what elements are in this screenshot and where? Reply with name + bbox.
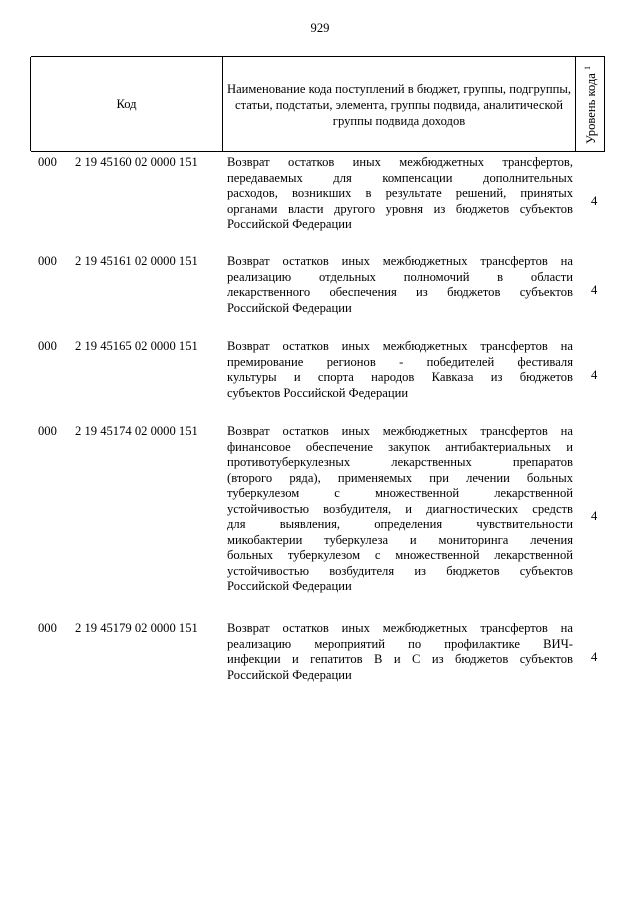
description-line: культуры и спорта народов Кавказа из бюджетов	[227, 370, 573, 384]
description-line: финансовое обеспечение закупок антибактериальных и	[227, 439, 573, 454]
row-level: 4	[591, 650, 598, 665]
description-line: для выявления, определения чувствительности	[227, 517, 573, 531]
header-level-label: Уровень кода $^1$	[582, 65, 598, 144]
description-line: (второго ряда), применяемых при лечении больных	[227, 470, 573, 485]
table-header	[31, 56, 605, 152]
description-line: Возврат остатков иных межбюджетных трансфертов на	[227, 339, 573, 353]
description-line: передаваемых для компенсации дополнительных	[227, 170, 573, 185]
description-line: органами власти другого уровня из бюджетов субъектов	[227, 201, 573, 216]
row-description	[227, 339, 573, 401]
row-group-code: 000	[38, 621, 57, 635]
description-line: расходов, возникших в результате решений, принятых	[227, 186, 573, 200]
description-line: микобактерии туберкулеза и мониторинга лечения	[227, 532, 573, 547]
description-line: реализацию мероприятий по профилактике ВИЧ-	[227, 636, 573, 651]
description-line: противотуберкулезных лекарственных препаратов	[227, 455, 573, 469]
row-group-code: 000	[38, 254, 57, 268]
description-line: туберкулезом с множественной лекарственной	[227, 486, 573, 500]
description-line: Российской Федерации	[227, 667, 352, 682]
row-description	[227, 155, 573, 233]
row-group-code: 000	[38, 155, 57, 169]
row-budget-code: 2 19 45161 02 0000 151	[75, 254, 198, 268]
description-line: Российской Федерации	[227, 300, 352, 315]
row-level: 4	[591, 509, 598, 524]
row-level: 4	[591, 368, 598, 383]
description-line: Возврат остатков иных межбюджетных трансфертов на	[227, 621, 573, 635]
header-level-cell	[576, 57, 605, 152]
row-description	[227, 621, 573, 683]
description-line: устойчивостью возбудителя из бюджетов субъектов	[227, 563, 573, 578]
row-level: 4	[591, 283, 598, 298]
description-line: больных туберкулезом с множественной лекарственной	[227, 548, 573, 562]
description-line: инфекции и гепатитов B и C из бюджетов субъектов	[227, 652, 573, 666]
description-line: Возврат остатков иных межбюджетных трансфертов на	[227, 254, 573, 268]
row-budget-code: 2 19 45165 02 0000 151	[75, 339, 198, 353]
header-name-label: Наименование кода поступлений в бюджет, группы, подгруппы, статьи, подстатьи, элемента, группы подвида, аналитической группы подвида доходов	[227, 81, 571, 128]
description-line: Российской Федерации	[227, 579, 352, 593]
row-level: 4	[591, 193, 598, 208]
row-budget-code: 2 19 45160 02 0000 151	[75, 155, 198, 169]
description-line: Возврат остатков иных межбюджетных трансфертов,	[227, 155, 573, 169]
row-description	[227, 424, 573, 595]
description-line: устойчивостью возбудителя, и диагностических средств	[227, 501, 573, 516]
description-line: лекарственного обеспечения из бюджетов субъектов	[227, 285, 573, 299]
description-line: субъектов Российской Федерации	[227, 385, 409, 400]
footnote-marker: 1	[582, 65, 592, 70]
header-code-label: Код	[116, 97, 137, 111]
description-line: Возврат остатков иных межбюджетных трансфертов на	[227, 424, 573, 438]
row-description	[227, 254, 573, 316]
row-group-code: 000	[38, 424, 57, 438]
page-number: 929	[310, 21, 330, 35]
row-group-code: 000	[38, 339, 57, 353]
description-line: Российской Федерации	[227, 217, 352, 231]
row-budget-code: 2 19 45174 02 0000 151	[75, 424, 198, 438]
description-line: реализацию отдельных полномочий в области	[227, 269, 573, 284]
row-budget-code: 2 19 45179 02 0000 151	[75, 621, 198, 635]
description-line: премирование регионов - победителей фестиваля	[227, 354, 573, 369]
